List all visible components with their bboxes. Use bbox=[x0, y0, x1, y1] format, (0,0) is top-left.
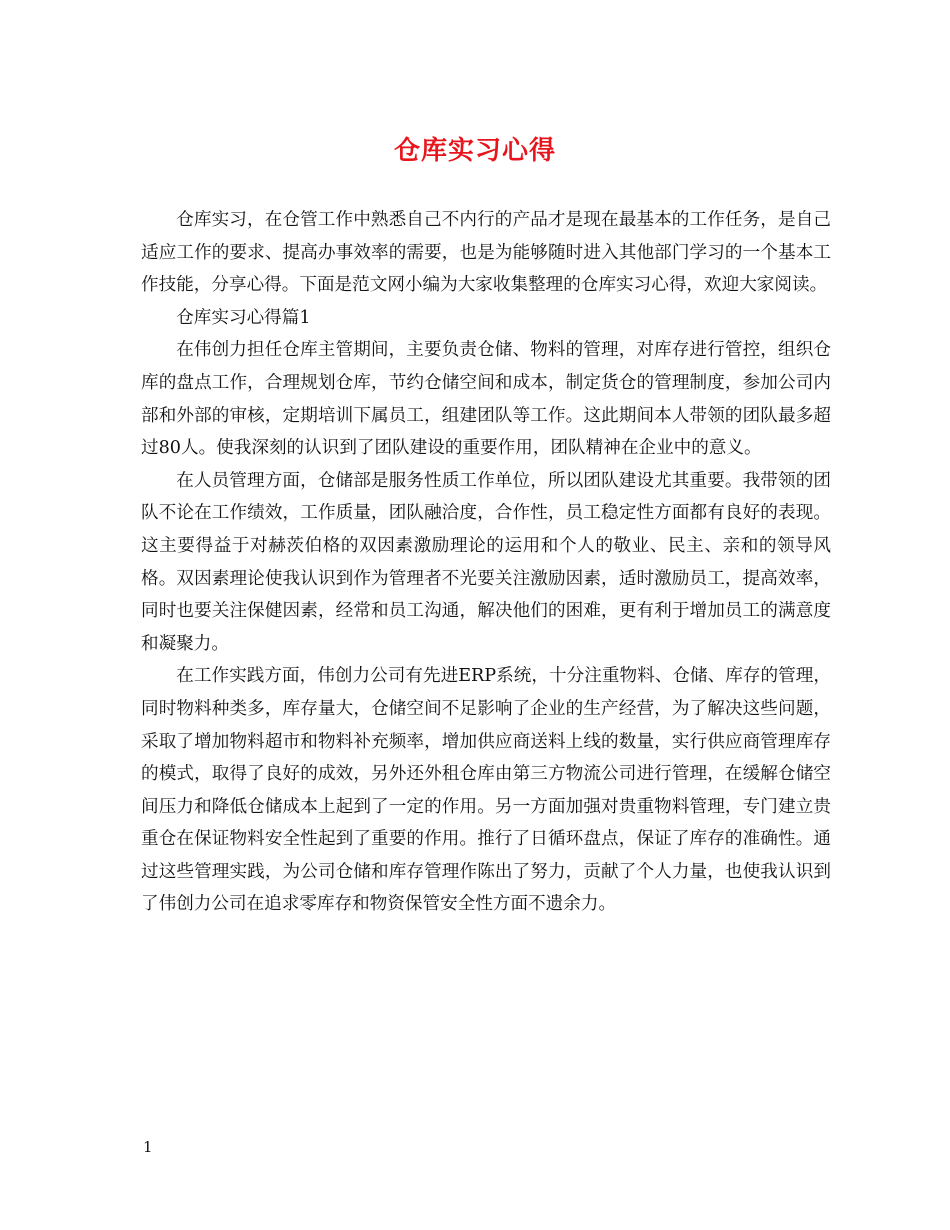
document-body bbox=[141, 204, 831, 921]
document-title: 仓库实习心得 bbox=[393, 136, 556, 166]
paragraph-intro: 仓库实习，在仓管工作中熟悉自己不内行的产品才是现在最基本的工作任务，是自己适应工作的要求、提高办事效率的需要，也是为能够随时进入其他部门学习的一个基本工作技能，分享心得。下面是范文网小编为大家收集整理的仓库实习心得，欢迎大家阅读。 bbox=[141, 210, 831, 296]
paragraph-3: 在工作实践方面，伟创力公司有先进ERP系统，十分注重物料、仓储、库存的管理，同时物料种类多，库存量大，仓储空间不足影响了企业的生产经营，为了解决这些问题，采取了增加物料超市和物料补充频率，增加供应商送料上线的数量，实行供应商管理库存的模式，取得了良好的成效，另外还外租仓库由第三方物流公司进行管理，在缓解仓储空间压力和降低仓储成本上起到了一定的作用。另一方面加强对贵重物料管理，专门建立贵重仓在保证物料安全性起到了重要的作用。推行了日循环盘点，保证了库存的准确性。通过这些管理实践，为公司仓储和库存管理作陈出了努力，贡献了个人力量，也使我认识到了伟创力公司在追求零库存和物资保管安全性方面不遗余力。 bbox=[141, 666, 831, 915]
paragraph-1: 在伟创力担任仓库主管期间，主要负责仓储、物料的管理，对库存进行管控，组织仓库的盘点工作，合理规划仓库，节约仓储空间和成本，制定货仓的管理制度，参加公司内部和外部的审核，定期培训下属员工，组建团队等工作。这此期间本人带领的团队最多超过80人。使我深刻的认识到了团队建设的重要作用，团队精神在企业中的意义。 bbox=[141, 340, 831, 459]
section-heading: 仓库实习心得篇1 bbox=[176, 307, 311, 328]
page-number: 1 bbox=[143, 1138, 153, 1156]
paragraph-2: 在人员管理方面，仓储部是服务性质工作单位，所以团队建设尤其重要。我带领的团队不论在工作绩效，工作质量，团队融洽度，合作性，员工稳定性方面都有良好的表现。这主要得益于对赫茨伯格的双因素激励理论的运用和个人的敬业、民主、亲和的领导风格。双因素理论使我认识到作为管理者不光要关注激励因素，适时激励员工，提高效率，同时也要关注保健因素，经常和员工沟通，解决他们的困难，更有利于增加员工的满意度和凝聚力。 bbox=[141, 470, 831, 654]
